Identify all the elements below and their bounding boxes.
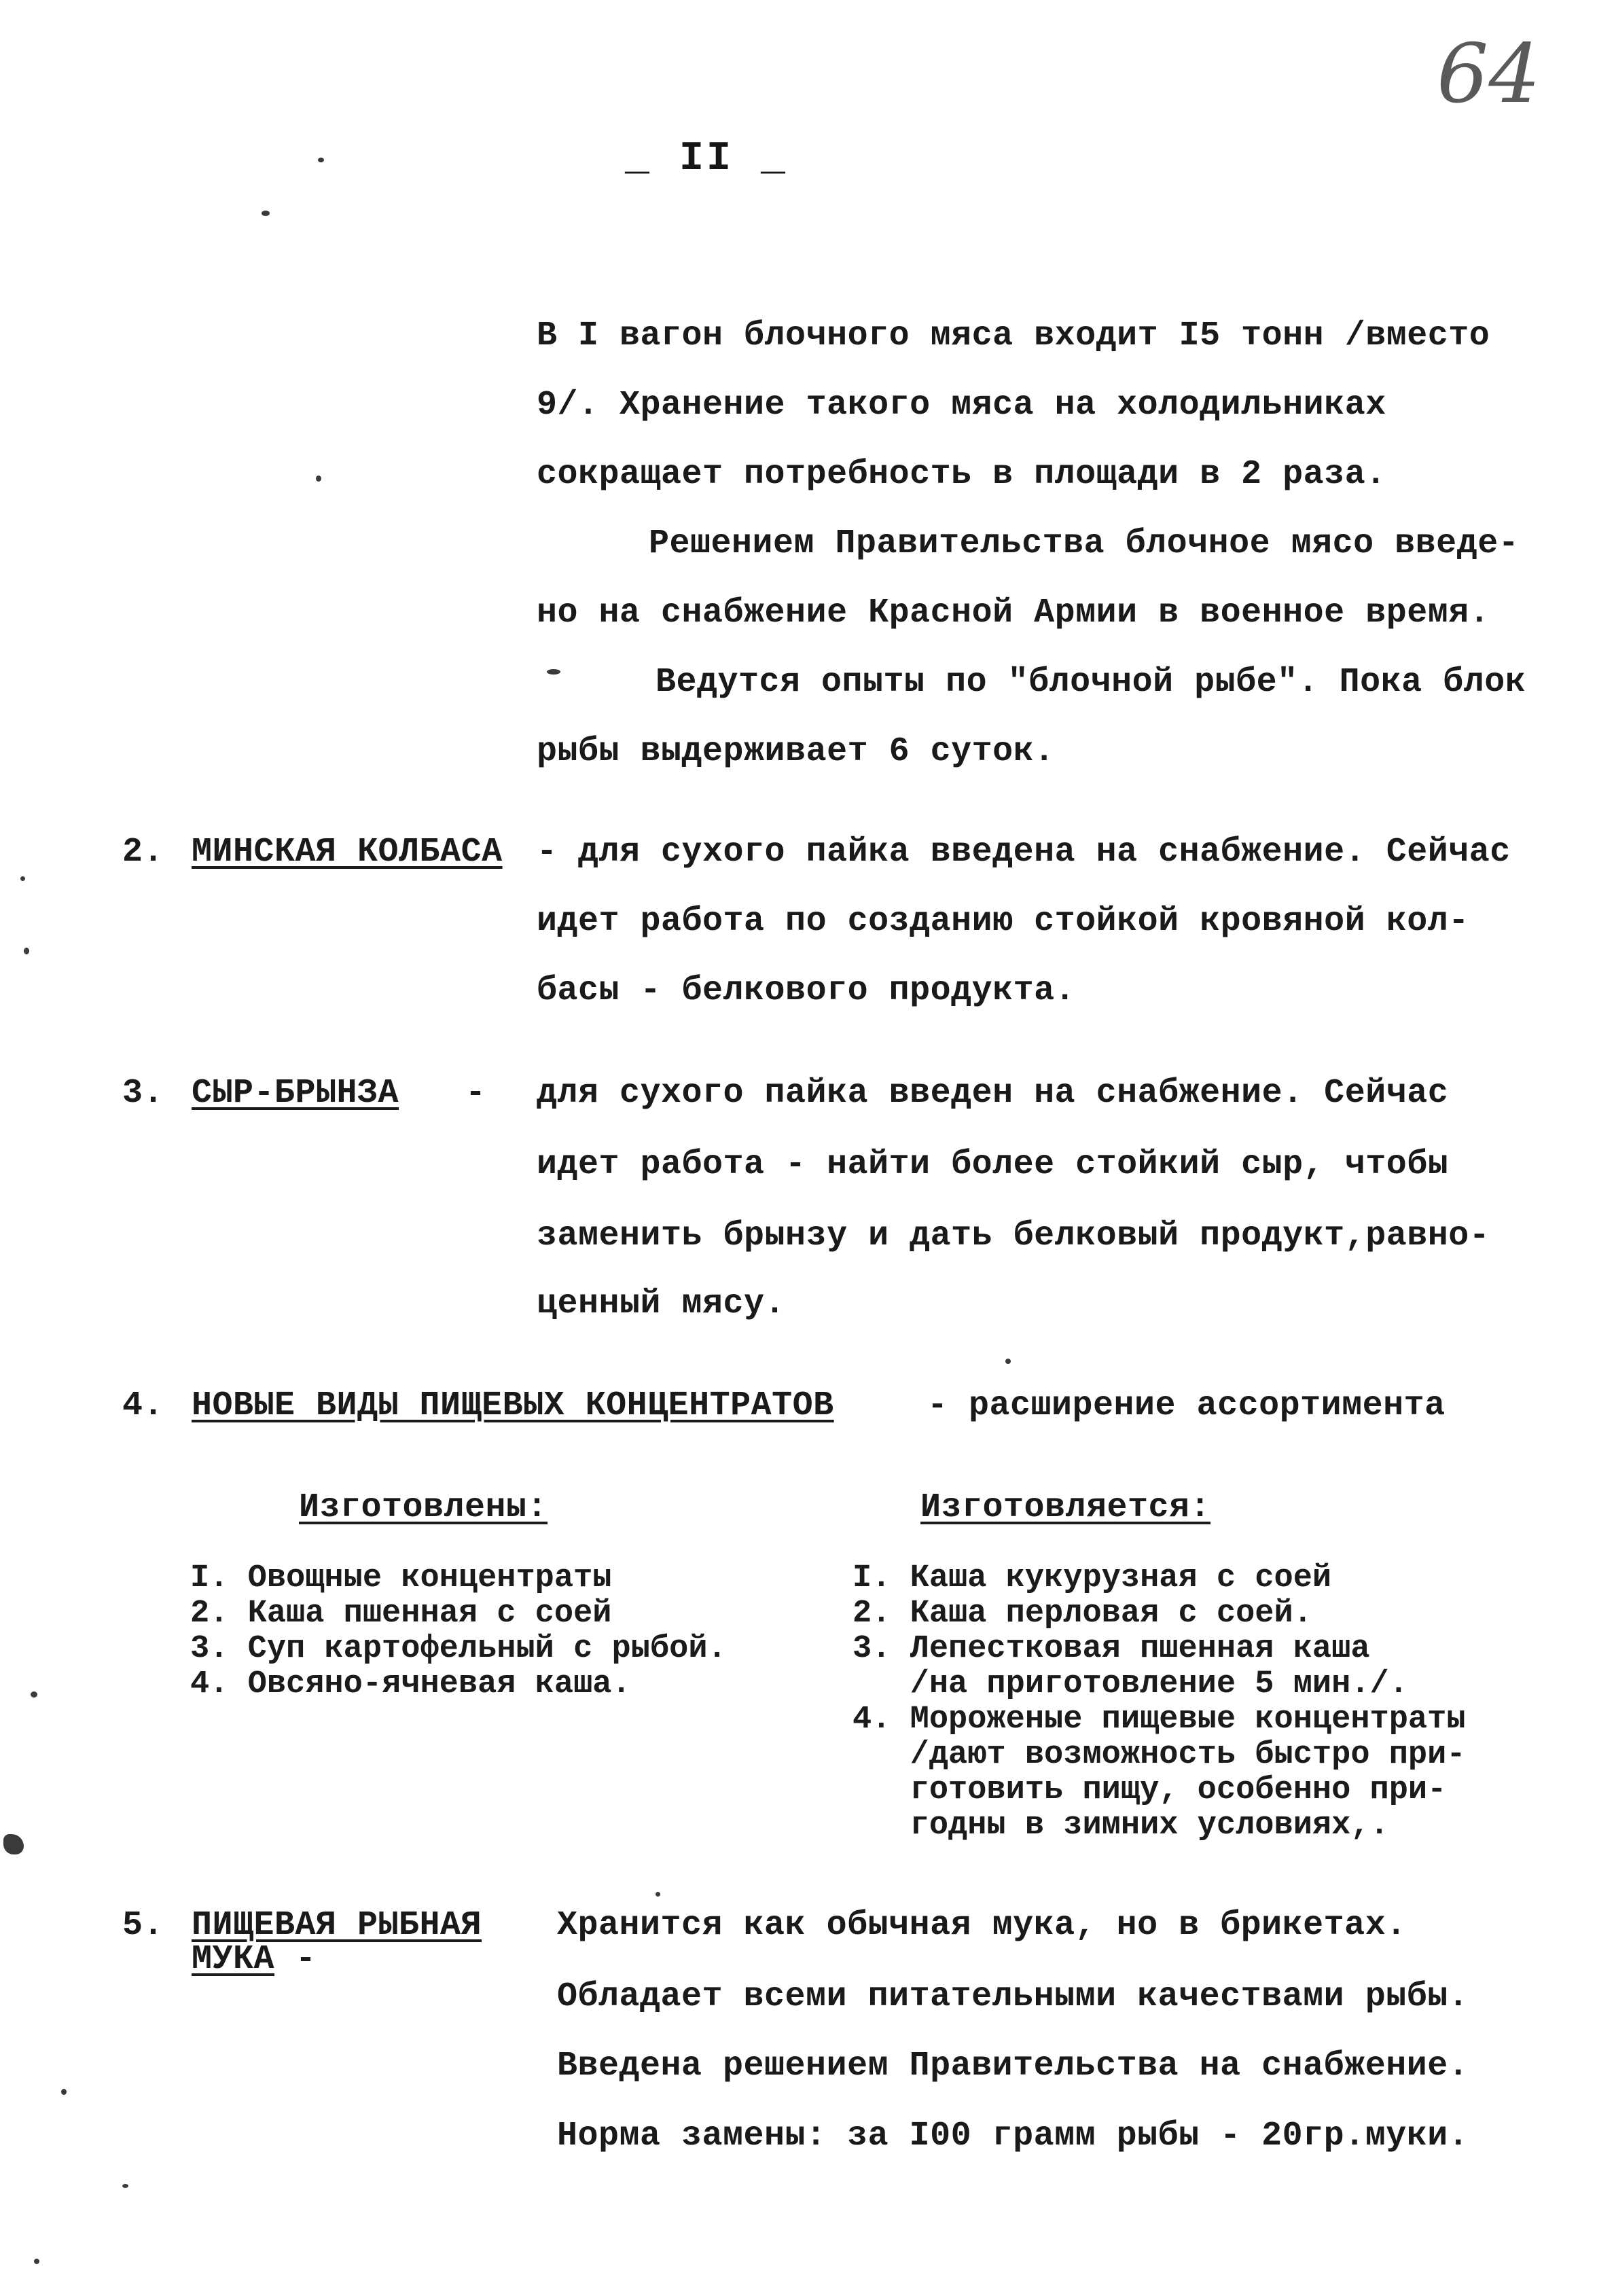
item2-line-3: басы - белкового продукта. <box>537 971 1076 1010</box>
making-heading: Изготовляется: <box>920 1488 1211 1527</box>
item2-number: 2. <box>122 833 164 872</box>
scan-speck <box>122 2184 128 2188</box>
scan-speck <box>24 948 29 954</box>
scan-speck <box>31 1691 37 1698</box>
item5-line-1: Хранится как обычная мука, но в брикетах. <box>557 1906 1407 1945</box>
made-item-1: I. Овощные концентраты <box>190 1560 612 1596</box>
scan-speck <box>1005 1359 1011 1364</box>
item4-number: 4. <box>122 1386 164 1425</box>
item4-suffix: - расширение ассортимента <box>927 1386 1446 1425</box>
page-number: _ II _ <box>625 136 789 182</box>
item3-title: СЫР-БРЫНЗА <box>192 1074 399 1113</box>
intro-line-1: В I вагон блочного мяса входит I5 тонн /вместо <box>537 317 1490 355</box>
item2-line-1: - для сухого пайка введена на снабжение. Сейчас <box>537 833 1511 872</box>
item5-line-4: Норма замены: за I00 грамм рыбы - 20гр.муки. <box>557 2117 1469 2155</box>
made-item-4: 4. Овсяно-ячневая каша. <box>190 1666 631 1702</box>
item5-line-3: Введена решением Правительства на снабжение. <box>557 2047 1469 2085</box>
making-line-5: 4. Мороженые пищевые концентраты <box>853 1702 1466 1738</box>
making-line-6: /дают возможность быстро при- <box>853 1737 1466 1773</box>
intro-line-2: 9/. Хранение такого мяса на холодильниках <box>537 386 1386 425</box>
making-line-7: готовить пищу, особенно при- <box>853 1772 1447 1808</box>
item5-number: 5. <box>122 1906 164 1945</box>
scan-speck <box>20 876 25 881</box>
item5-title-line-2: МУКА <box>192 1940 275 1979</box>
item3-dash: - <box>465 1074 486 1113</box>
item5-line-2: Обладает всеми питательными качествами рыбы. <box>557 1977 1469 2016</box>
scan-speck <box>34 2259 39 2264</box>
item2-title: МИНСКАЯ КОЛБАСА <box>192 833 503 872</box>
item5-dash: - <box>295 1940 317 1979</box>
item3-line-4: ценный мясу. <box>537 1285 786 1323</box>
making-line-4: /на приготовление 5 мин./. <box>853 1666 1408 1702</box>
scan-speck <box>318 158 324 162</box>
made-heading: Изготовлены: <box>299 1488 548 1527</box>
item3-line-2: идет работа - найти более стойкий сыр, чтобы <box>537 1145 1449 1184</box>
intro-line-3: сокращает потребность в площади в 2 раза. <box>537 455 1386 494</box>
making-line-3: 3. Лепестковая пшенная каша <box>853 1631 1370 1667</box>
item2-line-2: идет работа по созданию стойкой кровяной кол- <box>537 902 1469 941</box>
making-line-1: I. Каша кукурузная с соей <box>853 1560 1332 1596</box>
item5-title-line-1: ПИЩЕВАЯ РЫБНАЯ <box>192 1906 482 1945</box>
intro-line-5: но на снабжение Красной Армии в военное время. <box>537 594 1490 632</box>
scan-speck <box>3 1834 24 1854</box>
item3-line-1: для сухого пайка введен на снабжение. Сейчас <box>537 1074 1449 1113</box>
intro-line-7: рыбы выдерживает 6 суток. <box>537 732 1055 771</box>
scan-speck <box>547 669 560 675</box>
item4-title: НОВЫЕ ВИДЫ ПИЩЕВЫХ КОНЦЕНТРАТОВ <box>192 1386 834 1425</box>
made-item-2: 2. Каша пшенная с соей <box>190 1596 612 1632</box>
scan-speck <box>316 476 321 482</box>
intro-line-6: Ведутся опыты по "блочной рыбе". Пока блок <box>656 663 1526 702</box>
intro-line-4: Решением Правительства блочное мясо введе- <box>649 524 1520 563</box>
item3-line-3: заменить брынзу и дать белковый продукт,равно- <box>537 1217 1490 1255</box>
scan-speck <box>656 1892 660 1897</box>
item3-number: 3. <box>122 1074 164 1113</box>
scan-speck <box>262 211 270 216</box>
margin-annotation: 64 <box>1437 27 1541 122</box>
making-line-8: годны в зимних условиях,. <box>853 1808 1389 1844</box>
making-line-2: 2. Каша перловая с соей. <box>853 1596 1312 1632</box>
made-item-3: 3. Суп картофельный с рыбой. <box>190 1631 727 1667</box>
scan-speck <box>61 2089 67 2095</box>
